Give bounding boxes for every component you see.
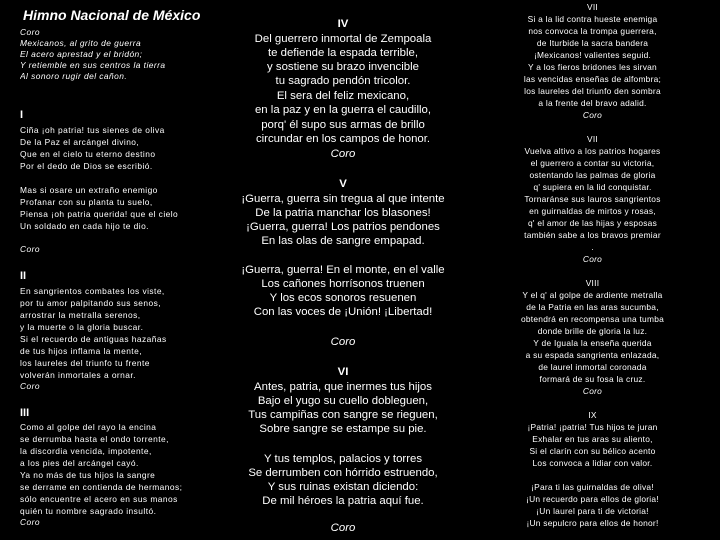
verse-line: a su espada sangrienta enlazada, [525, 350, 660, 360]
stanza-number: III [20, 407, 30, 419]
verse-line: Los convoca a lidiar con valor. [532, 458, 653, 468]
verse-line: ¡Un sepulcro para ellos de honor! [526, 518, 659, 528]
verse-line: en la paz y en la guerra el caudillo, [254, 104, 432, 116]
verse-line: ¡Guerra, guerra! En el monte, en el valle [241, 264, 445, 276]
verse-line: Piensa ¡oh patria querida! que el cielo [20, 209, 179, 219]
stanza-number: V [339, 178, 347, 190]
verse-line: Sobre sangre se estampe su pie. [259, 423, 427, 435]
left-column [20, 0, 220, 540]
verse-line: de Iturbide la sacra bandera [536, 38, 649, 48]
verse-line: y sostiene su brazo invencible [267, 61, 419, 73]
verse-line: Y el q' al golpe de ardiente metralla [522, 290, 663, 300]
coro-label: Coro [20, 27, 40, 37]
verse-line: Del guerrero inmortal de Zempoala [254, 33, 432, 45]
verse-line: ¡Guerra, guerra sin tregua al que intente [241, 193, 445, 205]
page-title: Himno Nacional de México [23, 7, 201, 23]
verse-line: de la Patria en las aras sucumba, [526, 302, 659, 312]
verse-line: ¡Un laurel para ti de victoria! [536, 506, 649, 516]
verse-line: Profanar con su planta tu suelo, [20, 197, 153, 207]
verse-line: Se derrumben con hórrido estruendo, [248, 467, 438, 479]
verse-line: se derrumba hasta el ondo torrente, [20, 434, 169, 444]
verse-line: Los cañones horrísonos truenen [261, 278, 425, 290]
verse-line: Tus campiñas con sangre se rieguen, [248, 409, 438, 421]
stanza-number: II [20, 270, 27, 282]
verse-line: El sera del feliz mexicano, [276, 90, 410, 102]
verse-line: Bajo el yugo su cuello dobleguen, [257, 395, 429, 407]
verse-line: ¡Guerra, guerra! Los patrios pendones [246, 221, 440, 233]
verse-line: ostentando las palmas de gloria [529, 170, 656, 180]
middle-column [226, 0, 460, 540]
coro-label: Coro [582, 254, 603, 264]
verse-line: ¡Patria! ¡patria! Tus hijos te juran [527, 422, 658, 432]
verse-line: volverán inmortales a ornar. [20, 370, 136, 380]
verse-line: VII [587, 2, 598, 12]
verse-line: y la muerte o la gloria buscar. [20, 322, 144, 332]
verse-line: Exhalar en tus aras su aliento, [532, 434, 653, 444]
verse-line: la discordia vencida, impotente, [20, 446, 152, 456]
verse-line: también sabe a los bravos premiar [524, 230, 661, 240]
coro-label: Coro [582, 110, 603, 120]
verse-line: Como al golpe del rayo la encina [20, 422, 157, 432]
verse-line: ¡Mexicanos! valientes seguid. [533, 50, 652, 60]
verse-line: donde brille de gloria la luz. [537, 326, 648, 336]
verse-line: formará de su fosa la cruz. [539, 374, 646, 384]
verse-line: sólo encuentre el acero en sus manos [20, 494, 178, 504]
verse-line: Si el recuerdo de antiguas hazañas [20, 334, 167, 344]
verse-line: circundar en los campos de honor. [255, 133, 431, 145]
stanza-number: VI [337, 366, 349, 378]
right-column [505, 0, 680, 540]
verse-line: de laurel inmortal coronada [538, 362, 647, 372]
verse-line: Vuelva altivo a los patrios hogares [524, 146, 661, 156]
verse-line: De mil héroes la patria aquí fue. [262, 495, 424, 507]
verse-line: Tornaránse sus lauros sangrientos [524, 194, 661, 204]
verse-line: arrostrar la metralla serenos, [20, 310, 141, 320]
verse-line: los laureles del triunfo tu frente [20, 358, 150, 368]
coro-label: Coro [20, 244, 40, 254]
verse-line: el guerrero a contar su victoria, [530, 158, 655, 168]
coro-label: Coro [20, 381, 40, 391]
verse-line: Mexicanos, al grito de guerra [20, 38, 142, 48]
verse-line: Y retiemble en sus centros la tierra [20, 60, 166, 70]
verse-line: obtendrá en recompensa una tumba [520, 314, 665, 324]
verse-line: en guirnaldas de mirtos y rosas, [529, 206, 656, 216]
coro-label: Coro [330, 148, 356, 160]
verse-line: Un soldado en cada hijo te dio. [20, 221, 149, 231]
verse-line: Y tus templos, palacios y torres [263, 453, 423, 465]
verse-line: los laureles del triunfo den sombra [524, 86, 661, 96]
verse-line: En las olas de sangre empapad. [261, 235, 425, 247]
verse-line: de tus hijos inflama la mente, [20, 346, 142, 356]
coro-label: Coro [582, 386, 603, 396]
verse-line: nos convoca la trompa guerrera, [528, 26, 657, 36]
verse-line: VIII [585, 278, 600, 288]
verse-line: Con las voces de ¡Unión! ¡Libertad! [253, 306, 433, 318]
verse-line: q' el amor de las hijas y esposas [527, 218, 658, 228]
stanza-number: IV [337, 18, 349, 30]
verse-line: a la frente del bravo adalid. [538, 98, 647, 108]
verse-line: El acero aprestad y el bridón; [20, 49, 143, 59]
verse-line: ¡Un recuerdo para ellos de gloria! [526, 494, 659, 504]
verse-line: Y sus ruinas existan diciendo: [267, 481, 419, 493]
verse-line: Si a la lid contra hueste enemiga [527, 14, 658, 24]
verse-line: las vencidas enseñas de alfombra; [523, 74, 662, 84]
verse-line: por tu amor palpitando sus senos, [20, 298, 162, 308]
verse-line: Si el clarín con su bélico acento [529, 446, 656, 456]
verse-line: En sangrientos combates los viste, [20, 286, 165, 296]
coro-label: Coro [330, 336, 356, 348]
verse-line: VII [587, 134, 598, 144]
verse-line: Ciña ¡oh patria! tus sienes de oliva [20, 125, 165, 135]
verse-line: a los pies del arcángel cayó. [20, 458, 139, 468]
verse-line: Que en el cielo tu eterno destino [20, 149, 156, 159]
verse-line: De la patria manchar los blasones! [255, 207, 431, 219]
verse-line: porq' él supo sus armas de brillo [261, 119, 425, 131]
verse-line: Por el dedo de Dios se escribió. [20, 161, 153, 171]
verse-line: Mas si osare un extraño enemigo [20, 185, 158, 195]
verse-line: q' supiera en la lid conquistar. [533, 182, 652, 192]
verse-line: De la Paz el arcángel divino, [20, 137, 140, 147]
coro-label: Coro [330, 522, 356, 534]
verse-line: quién tu nombre sagrado insultó. [20, 506, 157, 516]
stanza-number: I [20, 109, 24, 121]
verse-line: Ya no más de tus hijos la sangre [20, 470, 156, 480]
verse-line: Y a los fieros bridones les sirvan [528, 62, 657, 72]
verse-line: Antes, patria, que inermes tus hijos [254, 381, 432, 393]
verse-line: Y los ecos sonoros resuenen [269, 292, 417, 304]
verse-line: se derrame en contienda de hermanos; [20, 482, 183, 492]
verse-line: . [591, 242, 594, 252]
verse-line: Al sonoro rugir del cañon. [20, 71, 128, 81]
verse-line: Y de Iguala la enseña querida [533, 338, 652, 348]
coro-label: Coro [20, 517, 40, 527]
verse-line: tu sagrado pendón tricolor. [275, 75, 411, 87]
verse-line: ¡Para ti las guirnaldas de oliva! [531, 482, 654, 492]
verse-line: IX [588, 410, 597, 420]
verse-line: te defiende la espada terrible, [267, 47, 419, 59]
